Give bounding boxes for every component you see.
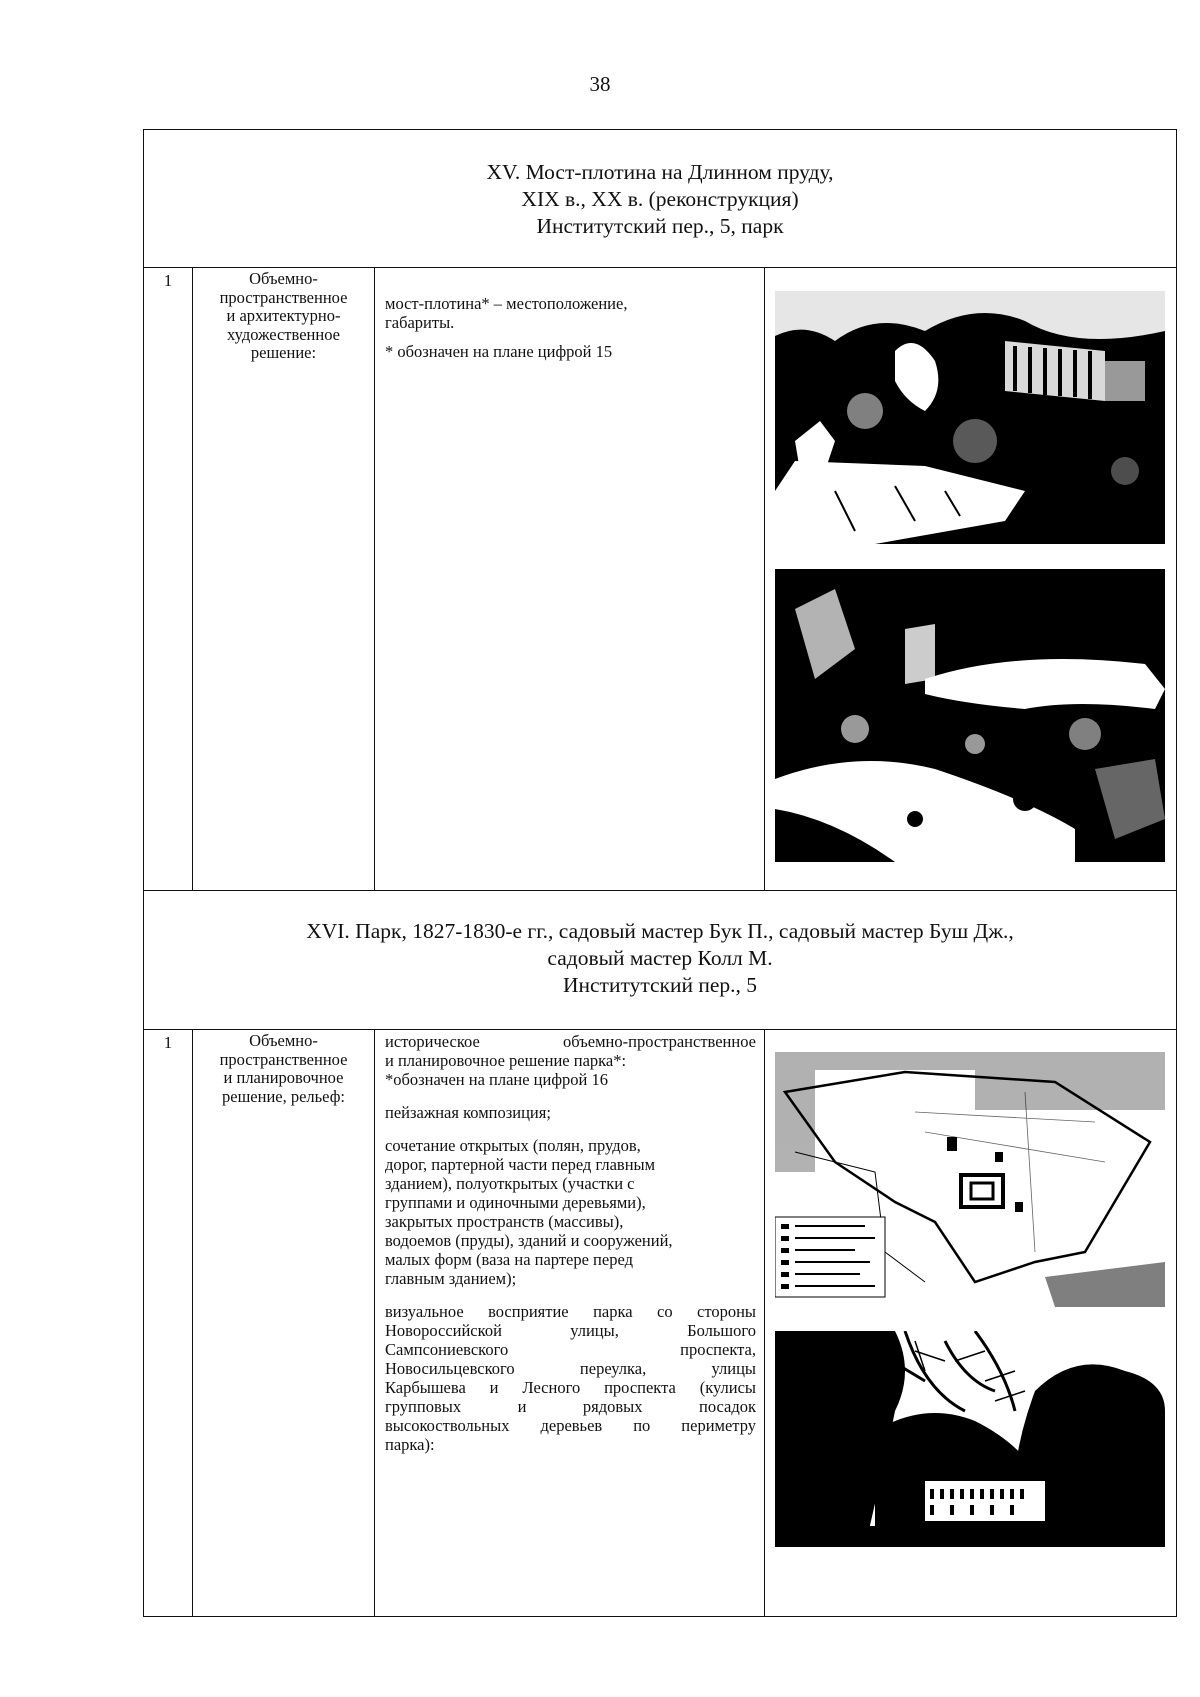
heading-line: XIX в., XX в. (реконструкция) [521, 187, 799, 211]
label-line: и планировочное [223, 1068, 344, 1087]
row-number: 1 [144, 1030, 193, 1617]
label-line: решение, рельеф: [222, 1086, 345, 1106]
description-line: водоемов (пруды), зданий и сооружений, [385, 1231, 673, 1250]
description-line: мост-плотина* – местоположение, [385, 294, 628, 313]
park-trees-photo [775, 1331, 1165, 1547]
description-line: Карбышева и Лесного проспекта (кулисы [385, 1378, 756, 1397]
heading-line: садовый мастер Колл М. [547, 946, 773, 970]
park-plan-map [775, 1052, 1165, 1307]
description-paragraph [385, 1032, 756, 1089]
label-line: Объемно- [249, 1031, 318, 1050]
label-line: пространственное [219, 287, 348, 307]
section-heading-row [144, 130, 1177, 268]
description-line: *обозначен на плане цифрой 16 [385, 1070, 608, 1089]
monument-table [143, 129, 1177, 1617]
section-heading-row [144, 891, 1177, 1030]
table-row [144, 1030, 1177, 1617]
heading-line: Институтский пер., 5 [562, 973, 758, 997]
row-description [375, 268, 765, 891]
description-line: Новороссийской улицы, Большого [385, 1321, 756, 1340]
description-line: Новосильцевского переулка, улицы [385, 1359, 756, 1378]
label-line: и архитектурно- [226, 306, 341, 325]
row-number: 1 [144, 268, 193, 891]
heading-line: XV. Мост-плотина на Длинном пруду, [486, 160, 834, 184]
description-paragraph [385, 1103, 756, 1122]
label-line: Объемно- [249, 269, 318, 288]
description-line: сочетание открытых (полян, прудов, [385, 1136, 641, 1155]
description-line: главным зданием); [385, 1269, 517, 1288]
section-heading-xvi [144, 891, 1177, 1030]
description-line: группами и одиночными деревьями), [385, 1193, 646, 1212]
description-paragraph [385, 342, 756, 361]
table-row [144, 268, 1177, 891]
heading-line: XVI. Парк, 1827-1830-е гг., садовый мастер Бук П., садовый мастер Буш Дж., [306, 919, 1014, 943]
bridge-dam-photo [775, 569, 1165, 862]
row-label [193, 268, 375, 891]
description-line: историческое объемно-пространственное [385, 1032, 756, 1051]
label-line: решение: [250, 343, 317, 362]
description-line: визуальное восприятие парка со стороны [385, 1302, 756, 1321]
description-line: габариты. [385, 313, 455, 332]
page-number: 38 [589, 72, 611, 96]
photo-cell [765, 1030, 1177, 1617]
description-line: дорог, партерной части перед главным [385, 1155, 656, 1174]
description-line: групповых и рядовых посадок [385, 1397, 756, 1416]
description-line: * обозначен на плане цифрой 15 [385, 342, 613, 361]
description-line: Сампсониевского проспекта, [385, 1340, 756, 1359]
label-line: художественное [227, 324, 340, 344]
description-line: малых форм (ваза на партере перед [385, 1250, 633, 1269]
section-heading-xv [144, 130, 1177, 268]
label-line: пространственное [219, 1049, 348, 1069]
description-line: парка): [385, 1435, 435, 1454]
bridge-dam-photo [775, 291, 1165, 544]
description-paragraph [385, 294, 756, 332]
row-description [375, 1030, 765, 1617]
description-paragraph [385, 1136, 756, 1288]
photo-cell [765, 268, 1177, 891]
description-paragraph [385, 1302, 756, 1454]
description-line: зданием), полуоткрытых (участки с [385, 1174, 635, 1193]
description-line: и планировочное решение парка*: [385, 1051, 627, 1070]
description-line: пейзажная композиция; [385, 1103, 551, 1122]
description-line: закрытых пространств (массивы), [385, 1212, 624, 1231]
heading-line: Институтский пер., 5, парк [536, 214, 784, 238]
description-line: высокоствольных деревьев по периметру [385, 1416, 756, 1435]
row-label [193, 1030, 375, 1617]
